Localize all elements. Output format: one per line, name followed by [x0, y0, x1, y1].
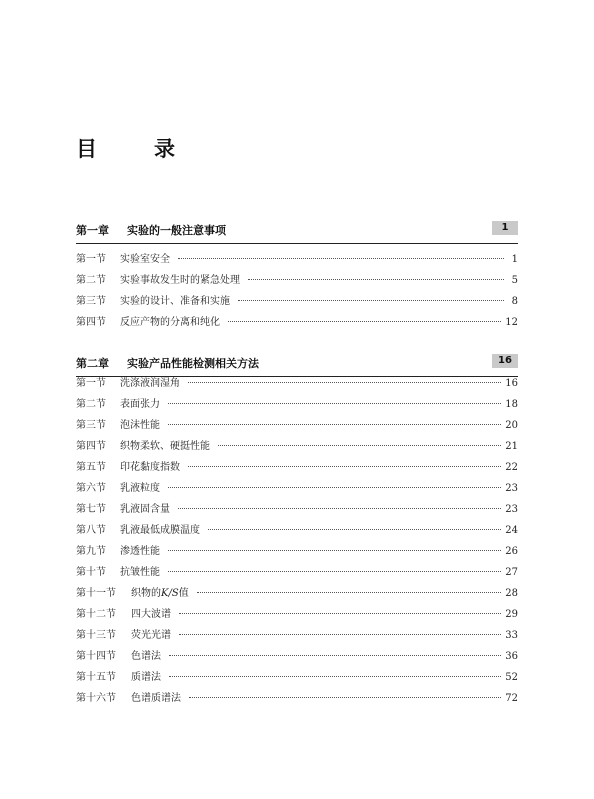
section-title-italic: K/S [161, 588, 179, 599]
toc-entry[interactable] [76, 295, 518, 316]
dot-leader [189, 697, 501, 698]
toc-entry[interactable] [76, 545, 518, 566]
section-list [76, 253, 518, 337]
chapter-divider [76, 243, 518, 244]
toc-entry[interactable] [76, 482, 518, 503]
toc-entry[interactable] [76, 316, 518, 337]
section-list [76, 377, 518, 713]
dot-leader [168, 424, 501, 425]
section-title: 泡沫性能 [120, 420, 160, 431]
section-title: 四大波谱 [131, 609, 171, 620]
dot-leader [169, 655, 501, 656]
section-page: 22 [505, 462, 518, 473]
section-title [131, 587, 193, 601]
dot-leader [208, 529, 501, 530]
section-page: 20 [505, 420, 518, 431]
section-number: 第六节 [76, 483, 106, 494]
section-page: 23 [505, 483, 518, 494]
section-page: 26 [505, 546, 518, 557]
dot-leader [168, 571, 501, 572]
section-number: 第二节 [76, 399, 106, 410]
section-title: 实验事故发生时的紧急处理 [120, 275, 240, 286]
chapter-page-badge: 1 [492, 221, 518, 235]
section-page: 18 [505, 399, 518, 410]
section-page: 52 [505, 672, 518, 683]
section-number: 第八节 [76, 525, 106, 536]
chapter-2 [76, 354, 518, 713]
toc-entry[interactable] [76, 461, 518, 482]
section-title: 渗透性能 [120, 546, 160, 557]
chapter-heading[interactable] [76, 354, 518, 374]
section-page: 23 [505, 504, 518, 515]
section-number: 第一节 [76, 378, 106, 389]
chapter-title: 实验产品性能检测相关方法 [127, 357, 259, 370]
section-page: 16 [505, 378, 518, 389]
section-title: 乳液粒度 [120, 483, 160, 494]
section-number: 第一节 [76, 254, 106, 265]
toc-entry[interactable] [76, 608, 518, 629]
dot-leader [168, 403, 501, 404]
dot-leader [228, 321, 501, 322]
section-page: 5 [511, 275, 518, 286]
section-page: 1 [511, 254, 518, 265]
dot-leader [218, 445, 501, 446]
toc-entry[interactable] [76, 274, 518, 295]
section-page: 8 [511, 296, 518, 307]
page-title: 目 录 [76, 137, 193, 161]
chapter-1 [76, 221, 518, 337]
section-title: 荧光光谱 [131, 630, 171, 641]
section-page: 24 [505, 525, 518, 536]
section-title: 洗涤液润湿角 [120, 378, 180, 389]
section-page: 12 [505, 317, 518, 328]
section-title-prefix: 织物的 [131, 588, 161, 599]
toc-entry[interactable] [76, 253, 518, 274]
section-number: 第十二节 [76, 609, 116, 620]
dot-leader [188, 466, 501, 467]
section-title: 印花黏度指数 [120, 462, 180, 473]
section-number: 第四节 [76, 317, 106, 328]
toc-entry[interactable] [76, 398, 518, 419]
dot-leader [169, 676, 501, 677]
section-page: 29 [505, 609, 518, 620]
section-title-suffix: 值 [178, 588, 189, 599]
dot-leader [168, 550, 501, 551]
section-title: 反应产物的分离和纯化 [120, 317, 220, 328]
section-page: 36 [505, 651, 518, 662]
section-title: 表面张力 [120, 399, 160, 410]
dot-leader [179, 634, 501, 635]
chapter-number: 第二章 [76, 357, 109, 370]
section-number: 第九节 [76, 546, 106, 557]
toc-entry[interactable] [76, 671, 518, 692]
toc-entry[interactable] [76, 440, 518, 461]
section-title: 织物柔软、硬挺性能 [120, 441, 210, 452]
section-title: 实验室安全 [120, 254, 170, 265]
section-number: 第十五节 [76, 672, 116, 683]
section-page: 72 [505, 693, 518, 704]
section-page: 27 [505, 567, 518, 578]
section-number: 第四节 [76, 441, 106, 452]
section-page: 28 [505, 588, 518, 599]
section-number: 第十四节 [76, 651, 116, 662]
section-number: 第三节 [76, 420, 106, 431]
toc-entry[interactable] [76, 377, 518, 398]
toc-entry[interactable] [76, 650, 518, 671]
section-page: 21 [505, 441, 518, 452]
dot-leader [248, 279, 504, 280]
section-number: 第十六节 [76, 693, 116, 704]
section-number: 第十三节 [76, 630, 116, 641]
chapter-number: 第一章 [76, 224, 109, 237]
toc-entry[interactable] [76, 503, 518, 524]
section-number: 第十一节 [76, 588, 116, 599]
dot-leader [238, 300, 504, 301]
toc-entry[interactable] [76, 419, 518, 440]
section-number: 第五节 [76, 462, 106, 473]
section-title: 色谱质谱法 [131, 693, 181, 704]
section-title: 抗皱性能 [120, 567, 160, 578]
section-title: 乳液固含量 [120, 504, 170, 515]
section-number: 第七节 [76, 504, 106, 515]
section-title: 实验的设计、准备和实施 [120, 296, 230, 307]
toc-entry[interactable] [76, 566, 518, 587]
dot-leader [178, 508, 501, 509]
section-number: 第三节 [76, 296, 106, 307]
dot-leader [178, 258, 504, 259]
section-number: 第十节 [76, 567, 106, 578]
toc-entry[interactable] [76, 629, 518, 650]
section-number: 第二节 [76, 275, 106, 286]
section-title: 乳液最低成膜温度 [120, 525, 200, 536]
chapter-page-badge: 16 [492, 354, 518, 368]
dot-leader [188, 382, 501, 383]
dot-leader [197, 592, 502, 593]
chapter-heading[interactable] [76, 221, 518, 241]
dot-leader [179, 613, 501, 614]
chapter-title: 实验的一般注意事项 [127, 224, 226, 237]
section-title: 质谱法 [131, 672, 161, 683]
toc-entry[interactable] [76, 587, 518, 608]
toc-entry[interactable] [76, 524, 518, 545]
section-page: 33 [505, 630, 518, 641]
dot-leader [168, 487, 501, 488]
toc-entry[interactable] [76, 692, 518, 713]
section-title: 色谱法 [131, 651, 161, 662]
